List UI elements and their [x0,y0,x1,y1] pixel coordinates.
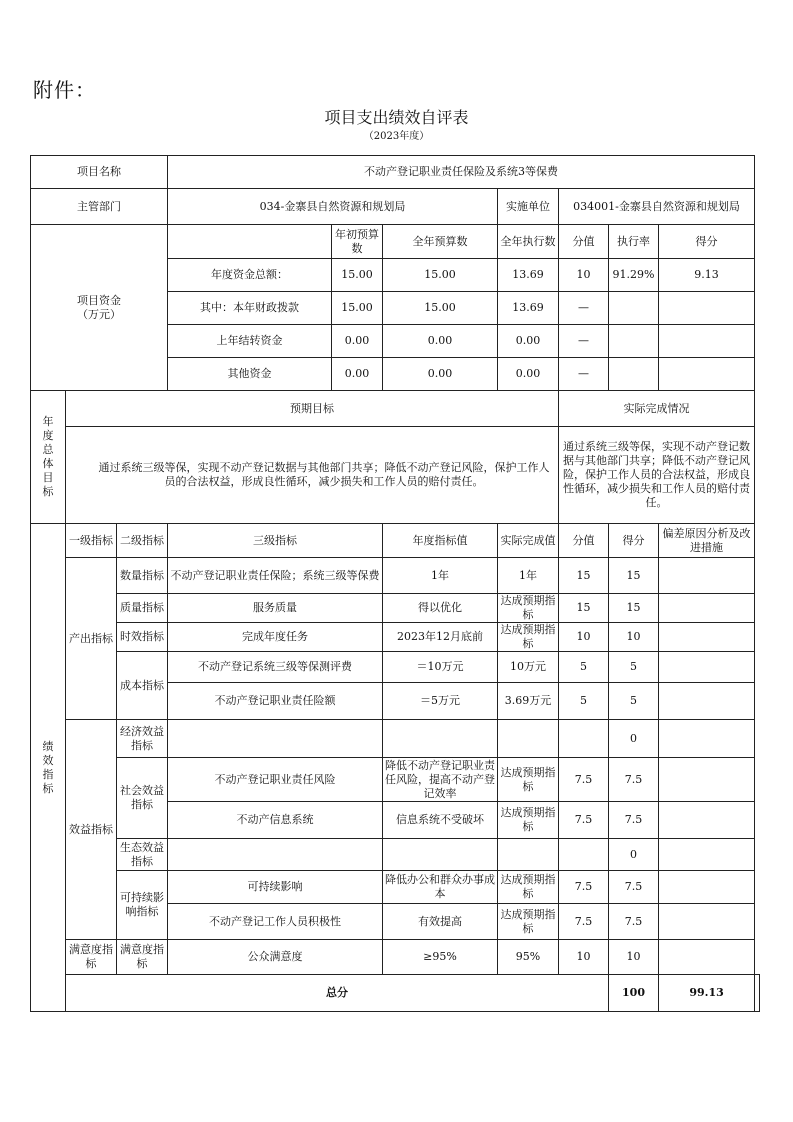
funds-header-rate: 执行率 [609,225,659,259]
indicator-actual: 1年 [498,558,559,594]
total-row [31,975,760,1012]
indicator-name: 公众满意度 [168,940,383,975]
funds-score: 9.13 [659,259,755,292]
output-indicator-label: 产出指标 [66,558,117,720]
dept-value: 034-金寨县自然资源和规划局 [168,189,498,225]
funds-row-label: 其中：本年财政拨款 [168,292,332,325]
funds-score-value: — [559,325,609,358]
ind-row-sustain1 [31,871,760,904]
ind-row-cost1 [31,652,760,683]
economic-indicator-label: 经济效益指标 [117,720,168,758]
indicator-deviation [659,720,755,758]
dept-row [31,189,760,225]
funds-score-value: — [559,358,609,391]
indicator-name [168,839,383,871]
indicator-name: 不动产登记职业责任保险；系统三级等保费 [168,558,383,594]
indicator-name: 不动产登记职业责任风险 [168,758,383,802]
indicator-deviation [659,558,755,594]
ind-header-value: 分值 [559,524,609,558]
funds-rate [609,358,659,391]
indicator-target: 信息系统不受破坏 [383,802,498,839]
ind-header-level3: 三级指标 [168,524,383,558]
indicator-score: 7.5 [609,904,659,940]
funds-initial: 0.00 [332,358,383,391]
indicator-target [383,839,498,871]
funds-label: 项目资金 （万元） [31,225,168,391]
indicator-deviation [659,839,755,871]
indicator-target: 得以优化 [383,594,498,623]
funds-score-value: — [559,292,609,325]
indicator-name: 不动产登记工作人员积极性 [168,904,383,940]
indicator-name: 不动产登记职业责任险额 [168,683,383,720]
ind-header-level2: 二级指标 [117,524,168,558]
indicator-value: 7.5 [559,871,609,904]
ecological-indicator-label: 生态效益指标 [117,839,168,871]
indicator-deviation [659,904,755,940]
indicator-deviation [659,594,755,623]
funds-score [659,358,755,391]
sustain-indicator-label: 可持续影响指标 [117,871,168,940]
satisfaction-indicator-label: 满意度指标 [66,940,117,975]
indicators-header-row [31,524,760,558]
attachment-label: 附件： [33,78,96,102]
funds-row-label: 上年结转资金 [168,325,332,358]
goals-header-row [31,391,760,427]
indicator-deviation [659,758,755,802]
ind-header-score: 得分 [609,524,659,558]
indicator-name: 服务质量 [168,594,383,623]
indicator-deviation [659,683,755,720]
ind-header-target: 年度指标值 [383,524,498,558]
funds-rate [609,292,659,325]
funds-rate: 91.29% [609,259,659,292]
benefit-indicator-label: 效益指标 [66,720,117,940]
page-year: （2023年度） [363,131,430,142]
indicator-target: ＝5万元 [383,683,498,720]
indicator-value: 10 [559,940,609,975]
indicator-actual: 10万元 [498,652,559,683]
funds-score [659,325,755,358]
indicator-value: 7.5 [559,904,609,940]
ind-row-social1 [31,758,760,802]
evaluation-table [30,155,760,1012]
cost-indicator-label: 成本指标 [117,652,168,720]
ind-row-quality [31,594,760,623]
indicator-name: 可持续影响 [168,871,383,904]
ind-row-satisfaction [31,940,760,975]
impl-value: 034001-金寨县自然资源和规划局 [559,189,755,225]
goals-expected-label: 预期目标 [66,391,559,427]
dept-label: 主管部门 [31,189,168,225]
indicator-actual: 达成预期指标 [498,594,559,623]
impl-label: 实施单位 [498,189,559,225]
funds-executed: 0.00 [498,325,559,358]
total-value: 100 [609,975,659,1012]
indicator-value: 7.5 [559,758,609,802]
indicator-target: 2023年12月底前 [383,623,498,652]
total-score: 99.13 [659,975,755,1012]
funds-row-label: 年度资金总额： [168,259,332,292]
funds-score-value: 10 [559,259,609,292]
indicator-value [559,720,609,758]
satisfaction2-indicator-label: 满意度指标 [117,940,168,975]
total-label: 总分 [66,975,609,1012]
indicator-actual: 95% [498,940,559,975]
quantity-indicator-label: 数量指标 [117,558,168,594]
funds-header-blank [168,225,332,259]
funds-score [659,292,755,325]
indicator-actual: 达成预期指标 [498,802,559,839]
ind-row-ecological [31,839,760,871]
funds-header-row [31,225,760,259]
indicator-target: 降低不动产登记职业责任风险，提高不动产登记效率 [383,758,498,802]
funds-executed: 13.69 [498,259,559,292]
indicator-deviation [659,802,755,839]
funds-header-score: 得分 [659,225,755,259]
indicators-label: 绩效指标 [31,524,66,1012]
funds-header-score-value: 分值 [559,225,609,259]
indicator-score: 0 [609,720,659,758]
indicator-actual: 达成预期指标 [498,623,559,652]
project-name-value: 不动产登记职业责任保险及系统3等保费 [168,156,755,189]
project-name-row [31,156,760,189]
funds-header-annual: 全年预算数 [383,225,498,259]
social-indicator-label: 社会效益指标 [117,758,168,839]
funds-header-executed: 全年执行数 [498,225,559,259]
indicator-actual: 3.69万元 [498,683,559,720]
indicator-target: ＝10万元 [383,652,498,683]
indicator-value: 7.5 [559,802,609,839]
indicator-deviation [659,652,755,683]
indicator-score: 7.5 [609,871,659,904]
indicator-value: 5 [559,652,609,683]
ind-row-economic [31,720,760,758]
indicator-actual: 达成预期指标 [498,871,559,904]
indicator-target: ≥95% [383,940,498,975]
ind-row-time [31,623,760,652]
indicator-name: 不动产信息系统 [168,802,383,839]
indicator-score: 0 [609,839,659,871]
indicator-score: 10 [609,940,659,975]
funds-rate [609,325,659,358]
ind-header-actual: 实际完成值 [498,524,559,558]
indicator-deviation [659,871,755,904]
project-name-label: 项目名称 [31,156,168,189]
quality-indicator-label: 质量指标 [117,594,168,623]
ind-row-quantity [31,558,760,594]
indicator-actual: 达成预期指标 [498,904,559,940]
indicator-target [383,720,498,758]
indicator-actual [498,720,559,758]
indicator-score: 15 [609,558,659,594]
funds-annual: 0.00 [383,325,498,358]
funds-annual: 0.00 [383,358,498,391]
ind-header-level1: 一级指标 [66,524,117,558]
funds-executed: 0.00 [498,358,559,391]
indicator-actual [498,839,559,871]
indicator-value: 5 [559,683,609,720]
indicator-score: 15 [609,594,659,623]
indicator-score: 7.5 [609,758,659,802]
total-deviation [755,975,760,1012]
indicator-actual: 达成预期指标 [498,758,559,802]
indicator-target: 1年 [383,558,498,594]
funds-annual: 15.00 [383,292,498,325]
indicator-deviation [659,623,755,652]
indicator-value [559,839,609,871]
indicator-value: 10 [559,623,609,652]
funds-executed: 13.69 [498,292,559,325]
goals-expected-text: 通过系统三级等保，实现不动产登记数据与其他部门共享；降低不动产登记风险，保护工作人员的合法权益，形成良性循环，减少损失和工作人员的赔付责任。 [66,427,559,524]
indicator-name [168,720,383,758]
goals-actual-label: 实际完成情况 [559,391,755,427]
indicator-score: 7.5 [609,802,659,839]
funds-row-label: 其他资金 [168,358,332,391]
ind-header-deviation: 偏差原因分析及改进措施 [659,524,755,558]
indicator-value: 15 [559,594,609,623]
indicator-score: 10 [609,623,659,652]
indicator-value: 15 [559,558,609,594]
time-indicator-label: 时效指标 [117,623,168,652]
indicator-target: 降低办公和群众办事成本 [383,871,498,904]
funds-annual: 15.00 [383,259,498,292]
indicator-deviation [659,940,755,975]
page-title: 项目支出绩效自评表 [324,108,469,127]
goals-label: 年度总体目标 [31,391,66,524]
indicator-target: 有效提高 [383,904,498,940]
funds-initial: 15.00 [332,259,383,292]
goals-actual-text: 通过系统三级等保，实现不动产登记数据与其他部门共享；降低不动产登记风险，保护工作人员的合法权益，形成良性循环，减少损失和工作人员的赔付责任。 [559,427,755,524]
funds-initial: 15.00 [332,292,383,325]
funds-header-initial: 年初预算数 [332,225,383,259]
funds-initial: 0.00 [332,325,383,358]
goals-content-row [31,427,760,524]
indicator-score: 5 [609,683,659,720]
indicator-name: 不动产登记系统三级等保测评费 [168,652,383,683]
indicator-score: 5 [609,652,659,683]
indicator-name: 完成年度任务 [168,623,383,652]
